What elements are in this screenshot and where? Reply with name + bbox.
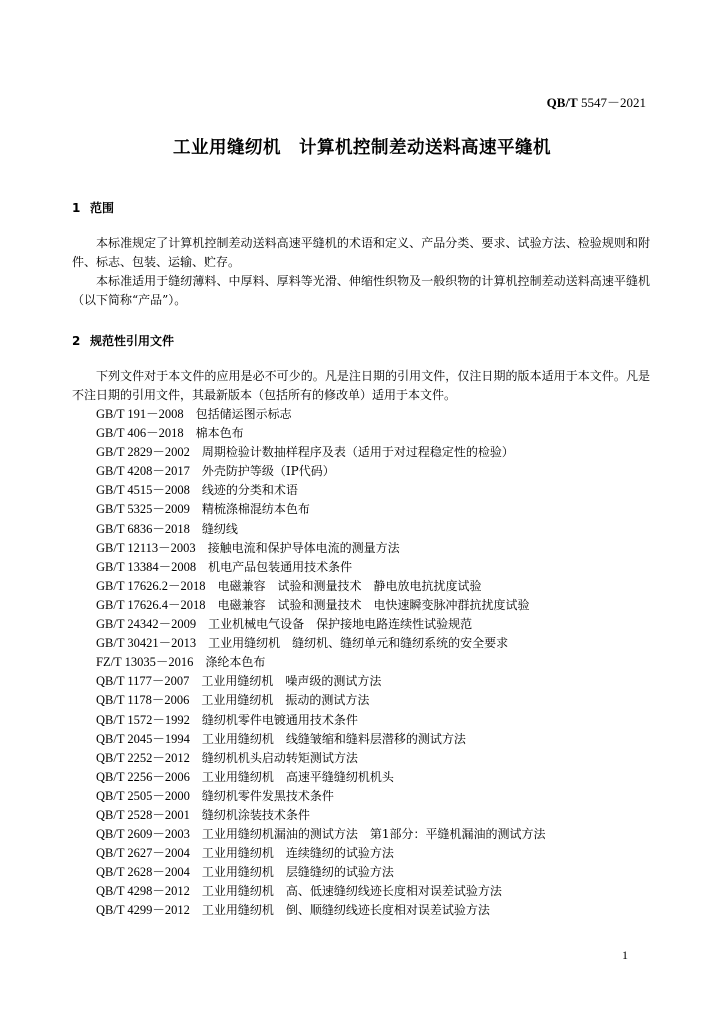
reference-title: 外壳防护等级（IP代码） — [201, 464, 335, 479]
reference-code: QB/T 4298－2012 — [96, 884, 190, 899]
references-intro-paragraph: 下列文件对于本文件的应用是必不可少的。凡是注日期的引用文件，仅注日期的版本适用于本文件。凡是不注日期的引用文件，其最新版本（包括所有的修改单）适用于本文件。 — [72, 369, 650, 402]
reference-item — [96, 691, 546, 710]
reference-title: 电磁兼容 试验和测量技术 静电放电抗扰度试验 — [217, 578, 482, 593]
section-heading-scope — [72, 199, 114, 216]
reference-code: QB/T 2045－1994 — [96, 731, 190, 746]
document-code — [547, 92, 646, 111]
reference-title: 缝纫机零件电镀通用技术条件 — [201, 712, 358, 727]
reference-title: 工业用缝纫机 噪声级的测试方法 — [201, 674, 382, 689]
reference-item — [96, 882, 546, 901]
page-number: 1 — [622, 948, 628, 962]
reference-title: 线迹的分类和术语 — [201, 483, 298, 498]
reference-title: 包括储运图示标志 — [195, 407, 292, 421]
reference-code: GB/T 5325－2009 — [96, 502, 190, 517]
reference-title: 工业用缝纫机 缝纫机、缝纫单元和缝纫系统的安全要求 — [208, 636, 509, 651]
reference-code: QB/T 2628－2004 — [96, 865, 190, 880]
reference-item — [96, 653, 546, 672]
reference-code: GB/T 2829－2002 — [96, 445, 190, 460]
reference-title: 工业用缝纫机 线缝皱缩和缝料层潜移的测试方法 — [201, 731, 466, 746]
reference-item — [96, 539, 546, 558]
reference-code: GB/T 13384－2008 — [96, 559, 197, 574]
reference-code: GB/T 30421－2013 — [96, 636, 197, 651]
reference-item — [96, 634, 546, 653]
reference-item — [96, 806, 546, 825]
scope-paragraph-2: 本标准适用于缝纫薄料、中厚料、厚料等光滑、伸缩性织物及一般织物的计算机控制差动送料高速平缝机（以下简称“产品”）。 — [72, 274, 650, 307]
reference-title: 工业用缝纫机 振动的测试方法 — [201, 693, 370, 708]
reference-item — [96, 749, 546, 768]
reference-title: 工业用缝纫机 高、低速缝纫线迹长度相对误差试验方法 — [201, 884, 502, 899]
reference-item — [96, 844, 546, 863]
reference-title: 工业用缝纫机 倒、顺缝纫线迹长度相对误差试验方法 — [201, 903, 490, 918]
reference-title: 棉本色布 — [195, 426, 244, 441]
reference-item — [96, 424, 546, 443]
reference-item — [96, 405, 546, 424]
reference-title: 机电产品包装通用技术条件 — [208, 559, 353, 574]
reference-item — [96, 500, 546, 519]
reference-item — [96, 462, 546, 481]
reference-title: 周期检验计数抽样程序及表（适用于对过程稳定性的检验） — [201, 445, 514, 460]
reference-code: QB/T 2609－2003 — [96, 827, 190, 842]
reference-title: 工业用缝纫机 连续缝纫的试验方法 — [201, 846, 394, 861]
reference-item — [96, 577, 546, 596]
section-title: 范围 — [90, 201, 115, 215]
reference-title: 工业用缝纫机 层缝缝纫的试验方法 — [201, 865, 394, 880]
reference-code: QB/T 2528－2001 — [96, 807, 190, 822]
reference-item — [96, 615, 546, 634]
reference-item — [96, 787, 546, 806]
reference-code: GB/T 17626.2－2018 — [96, 578, 206, 593]
reference-code: QB/T 1178－2006 — [96, 693, 190, 708]
reference-item — [96, 711, 546, 730]
reference-item — [96, 901, 546, 920]
reference-item — [96, 520, 546, 539]
reference-code: GB/T 24342－2009 — [96, 617, 197, 632]
section-heading-normative-references — [72, 332, 174, 349]
reference-list — [96, 405, 546, 921]
reference-title: 工业用缝纫机漏油的测试方法 第1部分：平缝机漏油的测试方法 — [201, 827, 546, 842]
reference-title: 缝纫机机头启动转矩测试方法 — [201, 750, 358, 765]
reference-item — [96, 825, 546, 844]
reference-code: QB/T 1572－1992 — [96, 712, 190, 727]
reference-code: GB/T 17626.4－2018 — [96, 597, 206, 612]
reference-title: 缝纫线 — [201, 521, 238, 536]
reference-item — [96, 558, 546, 577]
reference-item — [96, 443, 546, 462]
reference-item — [96, 730, 546, 749]
reference-item — [96, 768, 546, 787]
reference-code: GB/T 12113－2003 — [96, 540, 196, 555]
reference-code: GB/T 4208－2017 — [96, 464, 190, 479]
reference-title: 缝纫机零件发黑技术条件 — [201, 788, 334, 803]
reference-title: 缝纫机涂装技术条件 — [201, 807, 310, 822]
reference-code: GB/T 191－2008 — [96, 407, 184, 421]
reference-title: 涤纶本色布 — [205, 655, 266, 670]
document-code-prefix: QB/T — [546, 95, 578, 110]
reference-code: QB/T 2627－2004 — [96, 846, 190, 861]
section-title: 规范性引用文件 — [90, 334, 175, 348]
reference-code: QB/T 2256－2006 — [96, 769, 190, 784]
reference-item — [96, 596, 546, 615]
reference-code: QB/T 2252－2012 — [96, 750, 190, 765]
reference-code: GB/T 4515－2008 — [96, 483, 190, 498]
reference-code: GB/T 406－2018 — [96, 426, 184, 441]
reference-code: QB/T 2505－2000 — [96, 788, 190, 803]
section-number: 2 — [72, 334, 81, 348]
reference-item — [96, 672, 546, 691]
reference-item — [96, 863, 546, 882]
section-number: 1 — [72, 201, 81, 215]
reference-code: QB/T 1177－2007 — [96, 674, 190, 689]
reference-code: FZ/T 13035－2016 — [96, 655, 194, 670]
reference-code: QB/T 4299－2012 — [96, 903, 190, 918]
reference-title: 工业用缝纫机 高速平缝缝纫机机头 — [201, 769, 394, 784]
reference-code: GB/T 6836－2018 — [96, 521, 190, 536]
reference-item — [96, 481, 546, 500]
reference-title: 精梳涤棉混纺本色布 — [201, 502, 310, 517]
document-code-number: 5547－2021 — [577, 95, 646, 110]
reference-title: 工业机械电气设备 保护接地电路连续性试验规范 — [208, 617, 473, 632]
reference-title: 接触电流和保护导体电流的测量方法 — [207, 540, 400, 555]
reference-title: 电磁兼容 试验和测量技术 电快速瞬变脉冲群抗扰度试验 — [217, 597, 530, 612]
scope-paragraph-1: 本标准规定了计算机控制差动送料高速平缝机的术语和定义、产品分类、要求、试验方法、检验规则和附件、标志、包装、运输、贮存。 — [72, 236, 650, 269]
page-title: 工业用缝纫机 计算机控制差动送料高速平缝机 — [173, 138, 551, 158]
